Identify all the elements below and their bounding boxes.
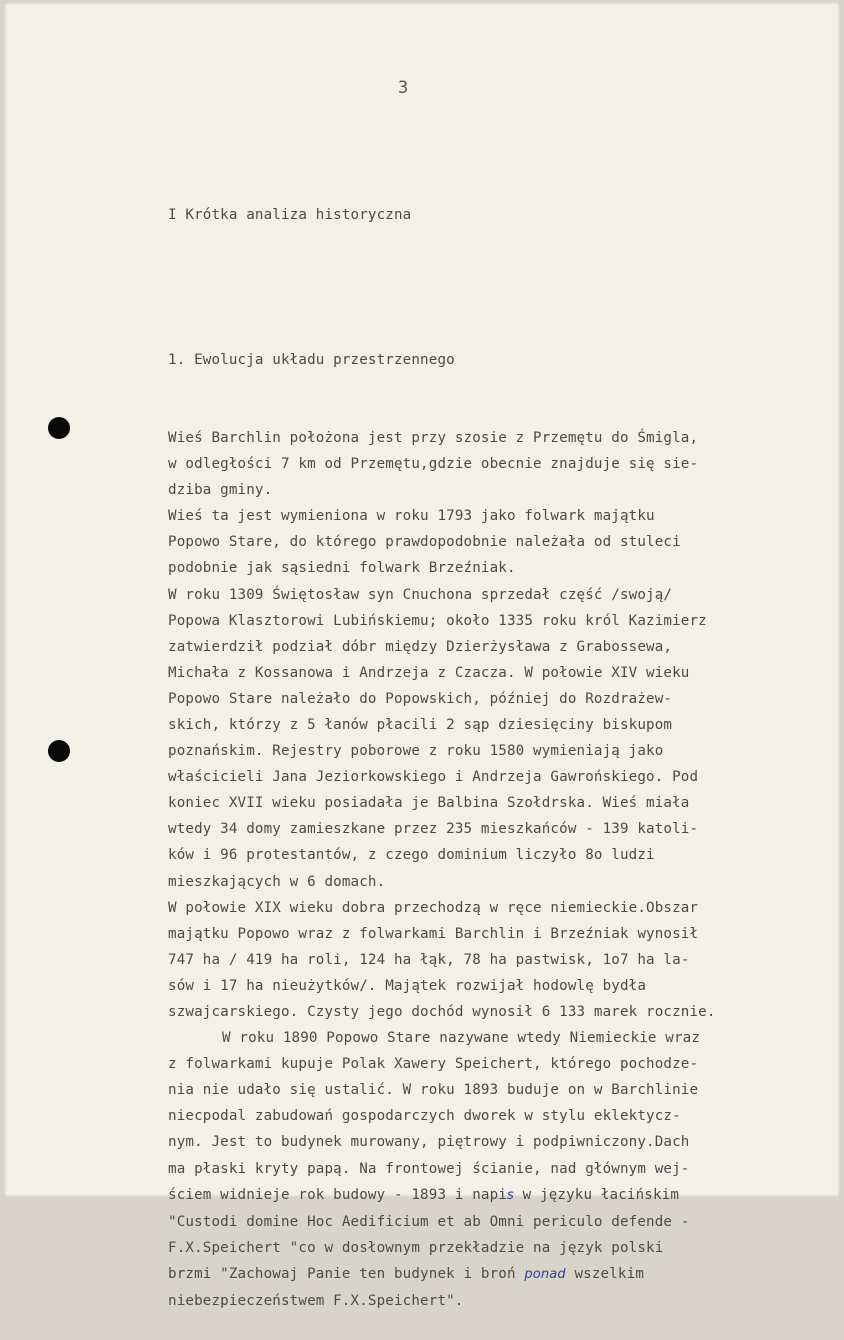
text-line: nia nie udało się ustalić. W roku 1893 buduje on w Barchlinie (168, 1082, 699, 1099)
punch-hole (48, 740, 70, 762)
text-line: ściem widnieje rok budowy - 1893 i napis w języku łacińskim (168, 1186, 680, 1203)
text-line: Wieś ta jest wymieniona w roku 1793 jako folwark majątku (168, 508, 655, 525)
punch-hole (48, 417, 70, 439)
text-line: szwajcarskiego. Czysty jego dochód wynosił 6 133 marek rocznie. (168, 1004, 716, 1020)
text-line: Popowo Stare należało do Popowskich, później do Rozdrażew- (168, 690, 673, 707)
text-line: mieszkających w 6 domach. (168, 873, 386, 890)
text-line: sów i 17 ha nieużytków/. Majątek rozwijał hodowlę bydła (168, 977, 647, 994)
text-line: podobnie jak sąsiedni folwark Brzeźniak. (168, 560, 516, 577)
text-line: W roku 1309 Świętosław syn Cnuchona sprzedał część /swoją/ (168, 586, 673, 603)
text-line: wtedy 34 domy zamieszkane przez 235 mieszkańców - 139 katoli- (168, 821, 699, 838)
text-line: skich, którzy z 5 łanów płacili 2 sąp dziesięciny biskupom (168, 716, 673, 733)
text-line: dziba gminy. (168, 482, 273, 499)
text-line: W roku 1890 Popowo Stare nazywane wtedy Niemieckie wraz (222, 1030, 701, 1047)
page-number: 3 (398, 78, 409, 98)
text-line: Wieś Barchlin położona jest przy szosie z Przemętu do Śmigla, (168, 429, 699, 446)
text-line: ma płaski kryty papą. Na frontowej ścianie, nad głównym wej- (168, 1160, 690, 1177)
text-line: Popowo Stare, do którego prawdopodobnie należała od stuleci (168, 534, 681, 551)
typed-text (168, 150, 828, 1340)
text-line: "Custodi domine Hoc Aedificium et ab Omni periculo defende - (168, 1213, 690, 1230)
text-line: poznańskim. Rejestry poborowe z roku 1580 wymieniają jako (168, 743, 664, 760)
section-title: I Krótka analiza historyczna (168, 207, 412, 224)
text-line: zatwierdził podział dóbr między Dzierżysława z Grabossewa, (168, 638, 673, 655)
text-line: niebezpieczeństwem F.X.Speichert". (168, 1293, 464, 1310)
text-line: F.X.Speichert "co w dosłownym przekładzie na język polski (168, 1239, 664, 1256)
text-line: niecpodal zabudowań gospodarczych dworek w stylu eklektycz- (168, 1108, 681, 1125)
text-line: Popowa Klasztorowi Lubińskiemu; około 1335 roku król Kazimierz (168, 612, 707, 629)
text-line: 747 ha / 419 ha roli, 124 ha łąk, 78 ha pastwisk, 1o7 ha la- (168, 951, 690, 968)
text-line: w odległości 7 km od Przemętu,gdzie obecnie znajduje się sie- (168, 456, 699, 473)
text-line: koniec XVII wieku posiadała je Balbina Szołdrska. Wieś miała (168, 795, 690, 812)
subsection-title: 1. Ewolucja układu przestrzennego (168, 351, 455, 368)
text-line: Michała z Kossanowa i Andrzeja z Czacza. W połowie XIV wieku (168, 664, 690, 681)
text-line: nym. Jest to budynek murowany, piętrowy i podpiwniczony.Dach (168, 1134, 690, 1151)
handwritten-correction: ponad (524, 1266, 566, 1282)
text-line: właścicieli Jana Jeziorkowskiego i Andrzeja Gawrońskiego. Pod (168, 769, 699, 786)
handwritten-correction: s (506, 1187, 514, 1203)
text-line: W połowie XIX wieku dobra przechodzą w ręce niemieckie.Obszar (168, 899, 699, 916)
body-text (168, 425, 828, 1314)
text-line: ków i 96 protestantów, z czego dominium liczyło 8o ludzi (168, 847, 655, 864)
text-line: z folwarkami kupuje Polak Xawery Speichert, którego pochodze- (168, 1056, 699, 1073)
text-line: brzmi "Zachowaj Panie ten budynek i broń ponad wszelkim (168, 1265, 645, 1282)
text-line: majątku Popowo wraz z folwarkami Barchlin i Brzeźniak wynosił (168, 925, 699, 942)
